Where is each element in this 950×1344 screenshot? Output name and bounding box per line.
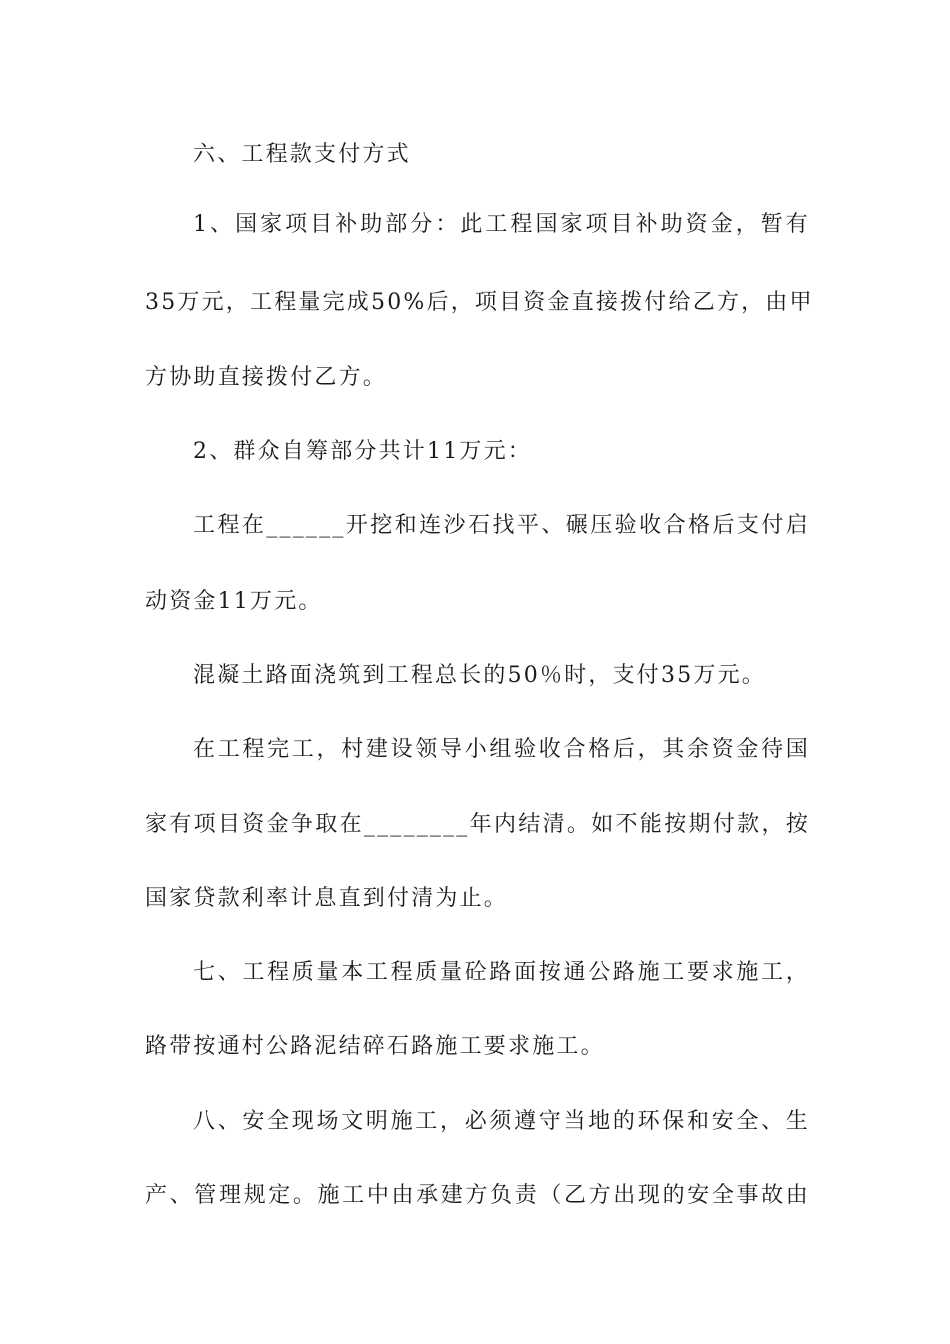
paragraph-line: 家有项目资金争取在________年内结清。如不能按期付款，按: [145, 812, 810, 837]
section-heading-quality: 七、工程质量本工程质量砼路面按通公路施工要求施工，: [193, 960, 810, 985]
paragraph-line: 在工程完工，村建设领导小组验收合格后，其余资金待国: [193, 737, 810, 762]
paragraph-line: 工程在______开挖和连沙石找平、碾压验收合格后支付启: [193, 513, 810, 538]
paragraph-line: 35万元，工程量完成50%后，项目资金直接拨付给乙方，由甲: [145, 290, 814, 315]
paragraph-line: 混凝土路面浇筑到工程总长的50％时，支付35万元。: [193, 663, 766, 688]
paragraph-line: 动资金11万元。: [145, 589, 323, 614]
paragraph-line: 方协助直接拨付乙方。: [145, 365, 388, 390]
paragraph-line: 1、国家项目补助部分：此工程国家项目补助资金，暂有: [193, 212, 810, 237]
paragraph-line: 路带按通村公路泥结碎石路施工要求施工。: [145, 1034, 605, 1059]
section-heading-safety: 八、安全现场文明施工，必须遵守当地的环保和安全、生: [193, 1109, 810, 1134]
paragraph-line: 国家贷款利率计息直到付清为止。: [145, 886, 509, 911]
section-heading-payment: 六、工程款支付方式: [193, 142, 411, 167]
paragraph-line: 2、群众自筹部分共计11万元：: [193, 439, 532, 464]
paragraph-line: 产、管理规定。施工中由承建方负责（乙方出现的安全事故由: [145, 1183, 810, 1208]
